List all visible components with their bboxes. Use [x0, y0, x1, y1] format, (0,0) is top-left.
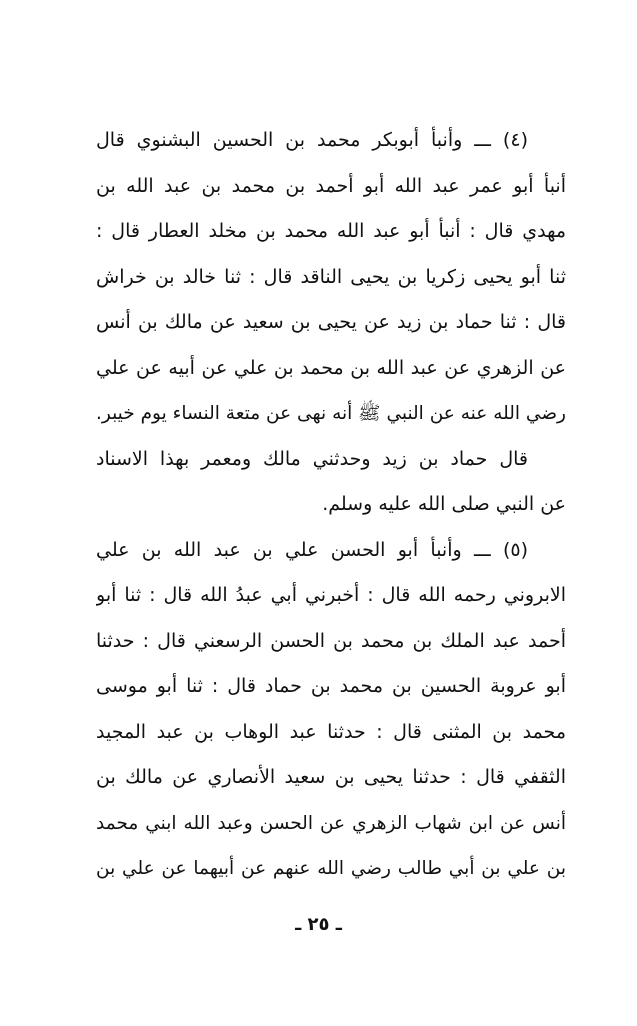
text-line: قال : ثنا حماد بن زيد عن يحيى بن سعيد عن مالك بن أنس: [96, 311, 566, 333]
text-line-hadith-5-start: (٥) ـــ وأنبأ أبو الحسن علي بن عبد الله بن علي: [96, 538, 528, 561]
text-line: مهدي قال : أنبأ أبو عبد الله محمد بن مخلد العطار قال :: [96, 220, 566, 242]
text-line: أنس عن ابن شهاب الزهري عن الحسن وعبد الله ابني محمد: [96, 812, 566, 834]
text-line-hadith-4-start: (٤) ـــ وأنبأ أبوبكر محمد بن الحسين البشنوي قال: [96, 129, 528, 151]
text-line: أنبأ أبو عمر عبد الله أبو أحمد بن محمد بن عبد الله بن: [96, 174, 566, 197]
text-line: عن النبي صلى الله عليه وسلم.: [322, 493, 566, 515]
body-text: [96, 118, 566, 892]
text-line: بن علي بن أبي طالب رضي الله عنهم عن أبيهما عن علي بن: [96, 858, 566, 879]
text-line: قال حماد بن زيد وحدثني مالك ومعمر بهذا الاسناد: [96, 447, 528, 470]
text-line: أبو عروبة الحسين بن محمد بن حماد قال : ثنا أبو موسى: [96, 675, 566, 697]
text-line: الثقفي قال : حدثنا يحيى بن سعيد الأنصاري عن مالك بن: [96, 766, 566, 788]
text-line: الابروني رحمه الله قال : أخبرني أبي عبدُ الله قال : ثنا أبو: [96, 584, 566, 606]
text-line: أحمد عبد الملك بن محمد بن الحسن الرسعني قال : حدثنا: [96, 629, 566, 652]
text-line: رضي الله عنه عن النبي ﷺ أنه نهى عن متعة النساء يوم خيبر.: [96, 403, 566, 424]
text-line: ثنا أبو يحيى زكريا بن يحيى الناقد قال : ثنا خالد بن خراش: [96, 265, 566, 288]
page-number: ـ ٢٥ ـ: [295, 914, 342, 935]
text-line: عن الزهري عن عبد الله بن محمد بن علي عن أبيه عن علي: [96, 356, 566, 379]
text-line: محمد بن المثنى قال : حدثنا عبد الوهاب بن عبد المجيد: [96, 720, 566, 743]
